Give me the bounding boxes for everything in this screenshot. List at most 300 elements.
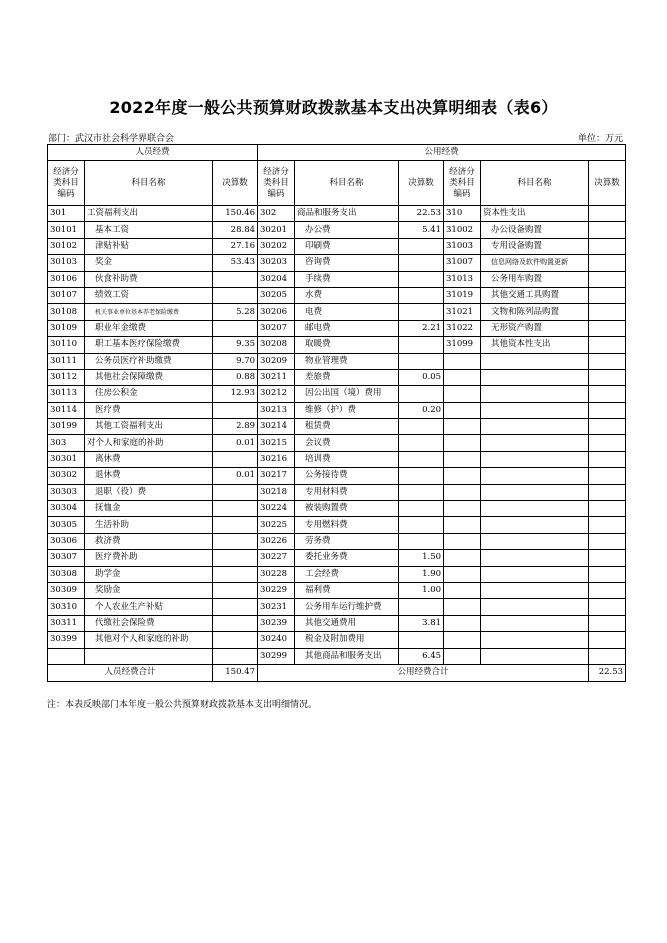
header-code: 经济分类科目编码 [48,161,85,206]
code-cell: 30213 [258,402,295,418]
code-cell [444,632,481,648]
name-cell: 机关事业单位基本养老保险缴费 [85,304,213,320]
amount-cell [399,337,444,353]
name-cell: 抚恤金 [85,501,213,517]
table-row [48,566,626,582]
amount-cell [213,632,258,648]
name-cell: 工资福利支出 [85,206,213,222]
name-cell: 个人农业生产补贴 [85,599,213,615]
name-cell: 基本工资 [85,222,213,238]
code-cell: 31003 [444,238,481,254]
name-cell [481,435,589,451]
code-cell [444,353,481,369]
code-cell [444,468,481,484]
code-cell: 30214 [258,419,295,435]
code-cell: 30303 [48,484,85,500]
code-cell [444,533,481,549]
name-cell: 工会经费 [295,566,399,582]
group-public: 公用经费 [258,145,626,161]
table-row [48,369,626,385]
code-cell: 30102 [48,238,85,254]
code-cell: 31013 [444,271,481,287]
name-cell: 公务接待费 [295,468,399,484]
amount-cell [589,337,626,353]
name-cell: 福利费 [295,582,399,598]
code-cell: 30304 [48,501,85,517]
amount-cell [213,582,258,598]
amount-cell [589,304,626,320]
name-cell: 办公费 [295,222,399,238]
name-cell: 其他交通费用 [295,615,399,631]
amount-cell: 5.28 [213,304,258,320]
name-cell [481,615,589,631]
name-cell: 手续费 [295,271,399,287]
code-cell: 30311 [48,615,85,631]
amount-cell [589,402,626,418]
name-cell: 委托业务费 [295,550,399,566]
name-cell [481,648,589,664]
name-cell: 职工基本医疗保险缴费 [85,337,213,353]
code-cell [444,566,481,582]
amount-cell [399,484,444,500]
code-cell: 30227 [258,550,295,566]
public-total-value: 22.53 [589,664,626,681]
name-cell [481,386,589,402]
code-cell: 30216 [258,451,295,467]
amount-cell [213,550,258,566]
table-row [48,484,626,500]
amount-cell: 1.50 [399,550,444,566]
header-amount: 决算数 [399,161,444,206]
name-cell: 电费 [295,304,399,320]
expenditure-table [47,144,626,682]
amount-cell [589,615,626,631]
amount-cell [213,566,258,582]
table-row [48,386,626,402]
name-cell: 因公出国（境）费用 [295,386,399,402]
code-cell: 31099 [444,337,481,353]
amount-cell [589,566,626,582]
amount-cell: 1.00 [399,582,444,598]
name-cell [85,648,213,664]
personnel-total-label: 人员经费合计 [48,664,213,681]
name-cell: 公务用车购置 [481,271,589,287]
code-cell: 301 [48,206,85,222]
table-row [48,582,626,598]
amount-cell [589,501,626,517]
header-name: 科目名称 [85,161,213,206]
code-cell [444,451,481,467]
table-row [48,320,626,336]
name-cell [481,517,589,533]
amount-cell [589,320,626,336]
amount-cell [213,517,258,533]
table-row [48,468,626,484]
amount-cell [399,632,444,648]
table-row [48,271,626,287]
code-cell: 30206 [258,304,295,320]
name-cell: 取暖费 [295,337,399,353]
name-cell: 助学金 [85,566,213,582]
table-row [48,222,626,238]
table-row [48,304,626,320]
name-cell: 专用设备购置 [481,238,589,254]
amount-cell: 0.01 [213,435,258,451]
code-cell: 30107 [48,287,85,303]
name-cell: 医疗费 [85,402,213,418]
amount-cell [589,533,626,549]
amount-cell [213,484,258,500]
code-cell: 30207 [258,320,295,336]
unit-label: 单位：万元 [577,134,623,144]
amount-cell: 6.45 [399,648,444,664]
code-cell [444,599,481,615]
table-row [48,435,626,451]
table-row [48,255,626,271]
name-cell: 培训费 [295,451,399,467]
name-cell: 代缴社会保险费 [85,615,213,631]
code-cell [444,484,481,500]
table-row [48,402,626,418]
code-cell: 30106 [48,271,85,287]
code-cell: 30302 [48,468,85,484]
name-cell [481,582,589,598]
header-code: 经济分类科目编码 [444,161,481,206]
code-cell: 30114 [48,402,85,418]
name-cell: 租赁费 [295,419,399,435]
header-code: 经济分类科目编码 [258,161,295,206]
code-cell: 31007 [444,255,481,271]
amount-cell [589,353,626,369]
amount-cell [589,271,626,287]
name-cell: 生活补助 [85,517,213,533]
name-cell [481,468,589,484]
code-cell: 30231 [258,599,295,615]
amount-cell [589,222,626,238]
code-cell [444,435,481,451]
amount-cell [399,255,444,271]
code-cell: 30111 [48,353,85,369]
code-cell: 30208 [258,337,295,353]
code-cell [444,582,481,598]
name-cell: 公务用车运行维护费 [295,599,399,615]
group-personnel: 人员经费 [48,145,258,161]
name-cell: 维修（护）费 [295,402,399,418]
amount-cell: 3.81 [399,615,444,631]
code-cell: 30225 [258,517,295,533]
amount-cell: 22.53 [399,206,444,222]
code-cell [444,648,481,664]
code-cell [48,648,85,664]
name-cell: 税金及附加费用 [295,632,399,648]
table-row [48,632,626,648]
name-cell: 资本性支出 [481,206,589,222]
amount-cell [399,287,444,303]
table-row [48,599,626,615]
amount-cell [399,533,444,549]
amount-cell [213,648,258,664]
amount-cell [589,451,626,467]
amount-cell [399,517,444,533]
amount-cell [589,206,626,222]
code-cell: 30113 [48,386,85,402]
name-cell [481,451,589,467]
table-row [48,533,626,549]
name-cell [481,550,589,566]
amount-cell [589,632,626,648]
code-cell: 31002 [444,222,481,238]
header-amount: 决算数 [589,161,626,206]
code-cell: 30228 [258,566,295,582]
amount-cell [399,238,444,254]
name-cell [481,353,589,369]
amount-cell [399,468,444,484]
code-cell [444,419,481,435]
amount-cell: 5.41 [399,222,444,238]
amount-cell [589,419,626,435]
name-cell: 住房公积金 [85,386,213,402]
name-cell: 劳务费 [295,533,399,549]
name-cell: 专用材料费 [295,484,399,500]
table-row [48,550,626,566]
amount-cell: 53.43 [213,255,258,271]
name-cell: 退休费 [85,468,213,484]
code-cell: 30218 [258,484,295,500]
name-cell: 救济费 [85,533,213,549]
name-cell: 信息网络及软件购置更新 [481,255,589,271]
code-cell: 30310 [48,599,85,615]
name-cell [481,402,589,418]
amount-cell: 150.46 [213,206,258,222]
amount-cell: 0.88 [213,369,258,385]
name-cell: 其他社会保障缴费 [85,369,213,385]
name-cell [481,501,589,517]
code-cell: 30305 [48,517,85,533]
code-cell: 30240 [258,632,295,648]
code-cell: 30307 [48,550,85,566]
code-cell: 30199 [48,419,85,435]
name-cell [481,533,589,549]
name-cell: 其他工资福利支出 [85,419,213,435]
code-cell [444,386,481,402]
code-cell: 30209 [258,353,295,369]
name-cell [481,484,589,500]
column-header-row [48,161,626,206]
code-cell: 30203 [258,255,295,271]
code-cell: 302 [258,206,295,222]
amount-cell [589,648,626,664]
code-cell [444,369,481,385]
page-title: 2022年度一般公共预算财政拨款基本支出决算明细表（表6） [109,98,558,117]
name-cell: 伙食补助费 [85,271,213,287]
amount-cell [589,582,626,598]
name-cell: 公务员医疗补助缴费 [85,353,213,369]
amount-cell: 1.90 [399,566,444,582]
name-cell: 绩效工资 [85,287,213,303]
code-cell: 310 [444,206,481,222]
amount-cell: 2.89 [213,419,258,435]
amount-cell [589,435,626,451]
code-cell: 30224 [258,501,295,517]
table-row [48,517,626,533]
code-cell: 30109 [48,320,85,336]
code-cell: 30217 [258,468,295,484]
amount-cell [589,550,626,566]
header-name: 科目名称 [295,161,399,206]
code-cell: 30226 [258,533,295,549]
code-cell: 30229 [258,582,295,598]
code-cell: 30101 [48,222,85,238]
name-cell [481,419,589,435]
code-cell [444,550,481,566]
code-cell: 30204 [258,271,295,287]
name-cell: 办公设备购置 [481,222,589,238]
table-row [48,353,626,369]
amount-cell [213,533,258,549]
name-cell: 奖金 [85,255,213,271]
name-cell: 水费 [295,287,399,303]
code-cell: 30239 [258,615,295,631]
amount-cell [589,386,626,402]
amount-cell: 28.84 [213,222,258,238]
code-cell [444,517,481,533]
amount-cell [213,599,258,615]
table-row [48,337,626,353]
department-label: 部门：武汉市社会科学界联合会 [48,134,175,144]
code-cell: 30103 [48,255,85,271]
code-cell: 30211 [258,369,295,385]
name-cell: 无形资产购置 [481,320,589,336]
code-cell: 30306 [48,533,85,549]
footnote: 注：本表反映部门本年度一般公共预算财政拨款基本支出明细情况。 [47,700,318,710]
amount-cell [213,402,258,418]
name-cell: 退职（役）费 [85,484,213,500]
name-cell: 会议费 [295,435,399,451]
name-cell: 邮电费 [295,320,399,336]
name-cell: 差旅费 [295,369,399,385]
amount-cell [589,255,626,271]
name-cell: 咨询费 [295,255,399,271]
name-cell: 物业管理费 [295,353,399,369]
name-cell: 离休费 [85,451,213,467]
amount-cell [213,451,258,467]
amount-cell [399,501,444,517]
amount-cell [399,435,444,451]
code-cell: 30202 [258,238,295,254]
public-total-label: 公用经费合计 [258,664,589,681]
amount-cell: 0.01 [213,468,258,484]
code-cell: 30301 [48,451,85,467]
amount-cell [399,451,444,467]
amount-cell: 9.70 [213,353,258,369]
code-cell [444,615,481,631]
name-cell: 医疗费补助 [85,550,213,566]
code-cell: 30112 [48,369,85,385]
table-row [48,615,626,631]
code-cell: 30309 [48,582,85,598]
group-header-row [48,145,626,161]
amount-cell [399,419,444,435]
amount-cell [213,287,258,303]
code-cell: 30108 [48,304,85,320]
name-cell: 津贴补贴 [85,238,213,254]
code-cell: 30205 [258,287,295,303]
personnel-total-value: 150.47 [213,664,258,681]
header-name: 科目名称 [481,161,589,206]
name-cell [481,566,589,582]
name-cell: 其他对个人和家庭的补助 [85,632,213,648]
name-cell: 被装购置费 [295,501,399,517]
amount-cell [399,271,444,287]
amount-cell [399,353,444,369]
table-row [48,206,626,222]
name-cell: 商品和服务支出 [295,206,399,222]
amount-cell: 2.21 [399,320,444,336]
code-cell: 30110 [48,337,85,353]
amount-cell: 27.16 [213,238,258,254]
code-cell: 31019 [444,287,481,303]
name-cell [481,369,589,385]
name-cell [481,632,589,648]
totals-row [48,664,626,681]
table-row [48,648,626,664]
name-cell: 其他商品和服务支出 [295,648,399,664]
name-cell: 职业年金缴费 [85,320,213,336]
amount-cell [589,468,626,484]
code-cell: 30215 [258,435,295,451]
code-cell [444,402,481,418]
table-row [48,419,626,435]
name-cell: 印刷费 [295,238,399,254]
amount-cell [589,517,626,533]
amount-cell: 0.05 [399,369,444,385]
amount-cell [589,238,626,254]
code-cell: 30308 [48,566,85,582]
code-cell: 303 [48,435,85,451]
amount-cell [399,304,444,320]
header-amount: 决算数 [213,161,258,206]
code-cell: 31022 [444,320,481,336]
amount-cell [589,484,626,500]
amount-cell [589,287,626,303]
amount-cell [213,320,258,336]
amount-cell [399,386,444,402]
amount-cell [589,599,626,615]
amount-cell [213,271,258,287]
name-cell: 对个人和家庭的补助 [85,435,213,451]
amount-cell: 12.93 [213,386,258,402]
name-cell: 专用燃料费 [295,517,399,533]
name-cell: 文物和陈列品购置 [481,304,589,320]
table-row [48,501,626,517]
code-cell: 30212 [258,386,295,402]
amount-cell: 9.35 [213,337,258,353]
name-cell: 其他交通工具购置 [481,287,589,303]
amount-cell [399,599,444,615]
table-row [48,287,626,303]
amount-cell [589,369,626,385]
amount-cell [213,615,258,631]
name-cell [481,599,589,615]
code-cell: 30201 [258,222,295,238]
code-cell: 31021 [444,304,481,320]
amount-cell [213,501,258,517]
code-cell: 30399 [48,632,85,648]
name-cell: 奖励金 [85,582,213,598]
code-cell: 30299 [258,648,295,664]
table-row [48,451,626,467]
code-cell [444,501,481,517]
